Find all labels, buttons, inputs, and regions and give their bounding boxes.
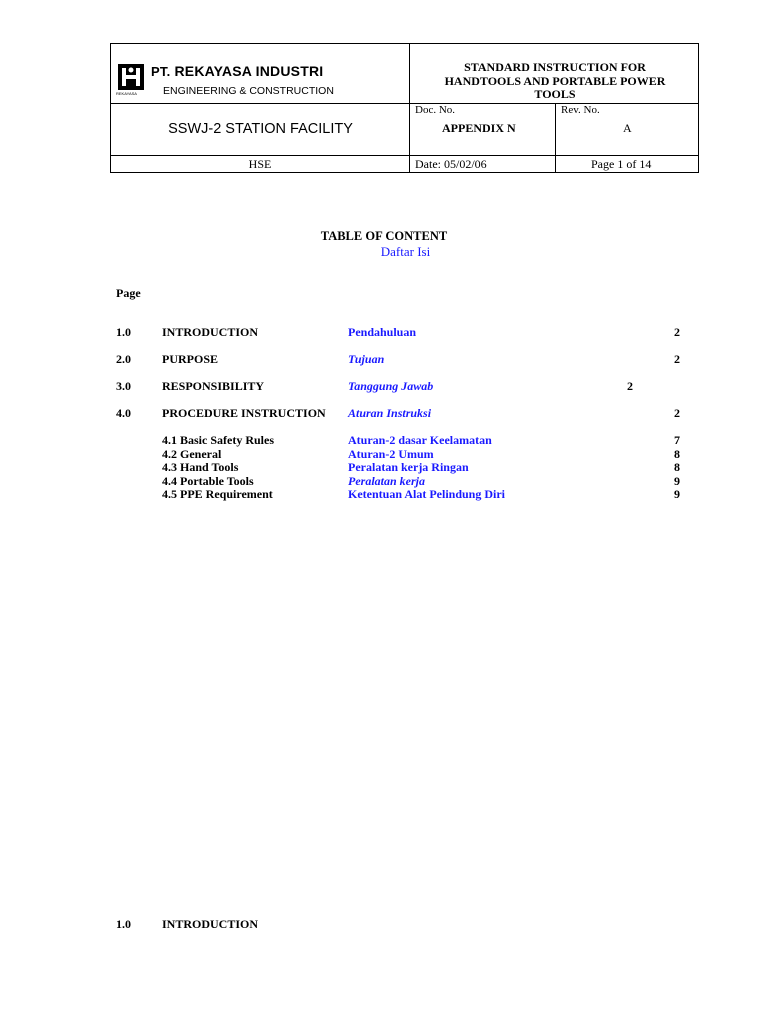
toc-subentry-translation: Peralatan kerja: [348, 473, 425, 488]
toc-entry-translation: Tanggung Jawab: [348, 379, 434, 393]
section-title: INTRODUCTION: [162, 917, 259, 931]
company-prefix: PT.: [151, 64, 171, 79]
document-title-line: HANDTOOLS AND PORTABLE POWER: [444, 73, 666, 88]
document-title-line: TOOLS: [534, 87, 576, 101]
doc-date: Date: 05/02/06: [415, 157, 487, 171]
logo-text: REKAYASA: [116, 91, 137, 96]
toc-subentry-title: 4.2 General: [162, 446, 222, 461]
toc-subentry-page: 8: [674, 460, 680, 474]
toc-subentry-page: 9: [674, 487, 680, 501]
toc-subentry-page: 9: [674, 473, 680, 488]
toc-entry-page: 2: [674, 352, 680, 366]
toc-subentry-translation: Peralatan kerja Ringan: [348, 460, 469, 474]
toc-subentry-translation: Aturan-2 dasar Keelamatan: [348, 433, 492, 447]
toc-entry-translation: Pendahuluan: [348, 325, 417, 339]
document-header-table: [110, 43, 699, 173]
toc-subentry-title: 4.4 Portable Tools: [162, 473, 254, 488]
toc-subentry-page: 7: [674, 433, 680, 447]
page-indicator: Page 1 of 14: [591, 157, 652, 171]
document-title-line: STANDARD INSTRUCTION FOR: [464, 60, 646, 74]
toc-entry-translation: Tujuan: [348, 352, 385, 366]
company-name: [151, 63, 323, 79]
header-divider: [111, 103, 698, 104]
toc-subentry-page: 8: [674, 446, 680, 461]
doc-no-label: Doc. No.: [415, 104, 456, 116]
rev-no-value: A: [623, 121, 632, 135]
toc-page-label: Page: [116, 286, 141, 300]
toc-entry-page: 2: [627, 379, 633, 393]
toc-entry-number: 1.0: [116, 325, 131, 339]
document-title: [410, 61, 700, 102]
toc-subentry-translation: Ketentuan Alat Pelindung Diri: [348, 487, 506, 501]
toc-entry-number: 3.0: [116, 379, 131, 393]
toc-entry-title: RESPONSIBILITY: [162, 379, 265, 393]
toc-entry-page: 2: [674, 325, 680, 339]
company-logo: [118, 64, 144, 98]
toc-entry-title: PROCEDURE INSTRUCTION: [162, 406, 326, 420]
toc-entry-number: 2.0: [116, 352, 131, 366]
company-subtitle: ENGINEERING & CONSTRUCTION: [163, 85, 334, 97]
doc-no-value: APPENDIX N: [442, 121, 516, 135]
toc-entry-translation: Aturan Instruksi: [348, 406, 432, 420]
facility-name: SSWJ-2 STATION FACILITY: [168, 121, 353, 137]
department-label: HSE: [248, 157, 272, 171]
toc-entry-number: 4.0: [116, 406, 131, 420]
section-number: 1.0: [116, 917, 131, 931]
toc-entry-title: PURPOSE: [162, 352, 219, 366]
header-divider: [111, 155, 698, 156]
toc-subentry-title: 4.5 PPE Requirement: [162, 487, 273, 501]
rev-no-label: Rev. No.: [561, 104, 600, 116]
toc-subentry-title: 4.3 Hand Tools: [162, 460, 239, 474]
toc-subentry-translation: Aturan-2 Umum: [348, 446, 434, 461]
company-name-text: REKAYASA INDUSTRI: [174, 63, 324, 79]
header-divider: [555, 103, 556, 173]
toc-subtitle: Daftar Isi: [380, 244, 431, 259]
toc-entry-page: 2: [674, 406, 680, 420]
toc-subentry-title: 4.1 Basic Safety Rules: [162, 433, 274, 447]
toc-title: TABLE OF CONTENT: [320, 229, 448, 243]
toc-entry-title: INTRODUCTION: [162, 325, 259, 339]
